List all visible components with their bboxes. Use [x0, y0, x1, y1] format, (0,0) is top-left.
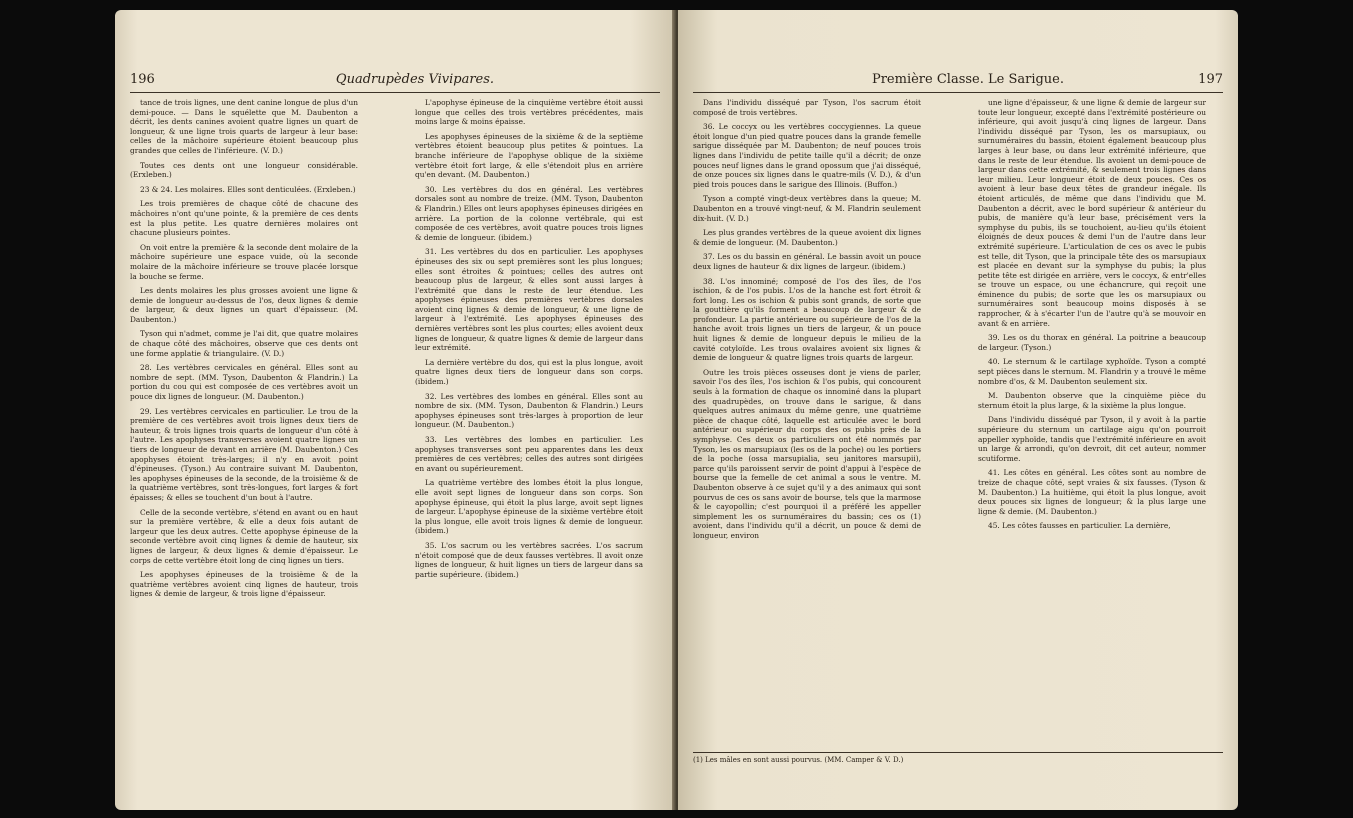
paragraph: Tyson qui n'admet, comme je l'ai dit, que quatre molaires de chaque côté des mâchoires, observe que ces dents ont une forme applatie & triangulaire. (V. D.) [130, 329, 358, 358]
paragraph: 45. Les côtes fausses en particulier. La dernière, [988, 521, 1171, 531]
right-header-rule [693, 92, 1223, 93]
paragraph: 40. Le sternum & le cartilage xyphoïde. Tyson a compté sept pièces dans le sternum. M. Flandrin y a trouvé le même nombre d'os, & M. Daubenton seulement six. [978, 357, 1206, 386]
paragraph: Celle de la seconde vertèbre, s'étend en avant ou en haut sur la première vertèbre, & elle a deux fois autant de largeur que les deux autres. Cette apophyse épineuse de la seconde vertèbre avoit cinq lignes & demie de hauteur, six lignes de largeur, & deux lignes & demie d'épaisseur. Le corps de cette vertèbre étoit long de cinq lignes un tiers. [130, 507, 358, 565]
paragraph: Tyson a compté vingt-deux vertèbres dans la queue; M. Daubenton en a trouvé vingt-neuf, & M. Flandrin seulement dix-huit. (V. D.) [693, 194, 921, 223]
paragraph: Dans l'individu disséqué par Tyson, l'os sacrum étoit composé de trois vertèbres. [693, 98, 921, 117]
paragraph: Outre les trois pièces osseuses dont je viens de parler, savoir l'os des îles, l'os ischion & l'os pubis, qui concourent seuls à la formation de chaque os innominé dans la plupart des quadrupèdes, on trouve dans le sarigue, & dans quelques autres animaux du même genre, une quatrième pièce de chaque côté, laquelle est articulée avec le bord antérieur ou supérieur du corps des os pubis près de la symphyse. Ces deux os particuliers ont été nommés par Tyson, les os marsupiaux (les os de la poche) ou les portiers de la poche (ossa marsupialia, seu janitores marsupii), parce qu'ils paroissent servir de point d'appui à l'espèce de bourse que la femelle de cet animal a sous le ventre. M. Daubenton observe à ce sujet qu'il y a des animaux qui sont pourvus de ces os sans avoir de bourse, tels que la marmose & le cayopollin; c'est pourquoi il a préféré les appeller simplement les os surnuméraires du bassin; ces os (1) avoient, dans l'individu qu'il a décrit, un pouce & demi de longueur, environ [693, 367, 921, 540]
right-running-title: Première Classe. Le Sarigue. [871, 72, 1065, 87]
paragraph: 37. Les os du bassin en général. Le bassin avoit un pouce deux lignes de hauteur & dix lignes de largeur. (ibidem.) [693, 252, 921, 271]
left-header-rule [130, 92, 660, 93]
paragraph: On voit entre la première & la seconde dent molaire de la mâchoire supérieure une espace vuide, où la seconde molaire de la mâchoire inférieure se trouve placée lorsque la bouche se ferme. [130, 242, 358, 281]
right-page [678, 10, 1238, 810]
right-column-2 [978, 98, 1206, 748]
paragraph: 38. L'os innominé; composé de l'os des îles, de l'os ischion, & de l'os pubis. L'os de la hanche est fort étroit & fort long. Les os ischion & pubis sont grands, de sorte que la gouttière qu'ils forment a beaucoup de largeur & de profondeur. La partie antérieure ou supérieure de l'os de la hanche avoit trois lignes un tiers de largeur, & un pouce huit lignes & demie de longueur depuis le milieu de la cavité cotyloïde. Les trous ovalaires avoient six lignes & demie de longueur & quatre lignes trois quarts de largeur. [693, 276, 921, 363]
left-column-2 [415, 98, 643, 748]
paragraph: Dans l'individu disséqué par Tyson, il y avoit à la partie supérieure du sternum un cartilage aigu qu'on pourroit appeller xyphoïde, tandis que l'extrémité inférieure en avoit un large & arrondi, qu'on devroit, dit cet auteur, nommer scutiforme. [978, 415, 1206, 463]
paragraph: Les plus grandes vertèbres de la queue avoient dix lignes & demie de longueur. (M. Daubenton.) [693, 228, 921, 247]
paragraph: Les apophyses épineuses de la troisième & de la quatrième vertèbres avoient cinq lignes de hauteur, trois lignes & demie de largeur, & trois ligne d'épaisseur. [130, 570, 358, 599]
paragraph: 29. Les vertèbres cervicales en particulier. Le trou de la première de ces vertèbres avoit trois lignes deux tiers de hauteur, & trois lignes trois quarts de longueur d'un côté à l'autre. Les apophyses transverses avoient quatre lignes un tiers de longueur de devant en arrière (M. Daubenton.) Ces apophyses étoient très-larges; il n'y en avoit point d'épineuses. (Tyson.) Au contraire suivant M. Daubenton, les apophyses épineuses de la seconde, de la troisième & de la quatrième vertèbres, sont très-longues, fort larges & fort épaisses; & elles se touchent d'un bout à l'autre. [130, 406, 358, 502]
paragraph: L'apophyse épineuse de la cinquième vertèbre étoit aussi longue que celles des trois vertèbres précédentes, mais moins large & moins épaisse. [415, 98, 643, 127]
paragraph: tance de trois lignes, une dent canine longue de plus d'un demi-pouce. — Dans le squélette que M. Daubenton a décrit, les dents canines avoient quatre lignes un quart de longueur, & une ligne trois quarts de largeur à leur base: celles de la mâchoire supérieure étoient beaucoup plus grandes que celles de l'inférieure. (V. D.) [130, 98, 358, 155]
paragraph: Les apophyses épineuses de la sixième & de la septième vertèbres étoient beaucoup plus petites & pointues. La branche inférieure de l'apophyse oblique de la sixième vertèbre étoit fort large, & elle s'étendoit plus en arrière qu'en devant. (M. Daubenton.) [415, 131, 643, 180]
paragraph: 35. L'os sacrum ou les vertèbres sacrées. L'os sacrum n'étoit composé que de deux fausses vertèbres. Il avoit onze lignes de longueur, & huit lignes un tiers de largeur dans sa partie supérieure. (ibidem.) [415, 540, 643, 579]
paragraph: 30. Les vertèbres du dos en général. Les vertèbres dorsales sont au nombre de treize. (MM. Tyson, Daubenton & Flandrin.) Elles ont leurs apophyses épineuses dirigées en arrière. La portion de la colonne vertébrale, qui est composée de ces vertèbres, avoit quatre pouces trois lignes & demie de longueur. (ibidem.) [415, 184, 643, 242]
paragraph: 32. Les vertèbres des lombes en général. Elles sont au nombre de six. (MM. Tyson, Daubenton & Flandrin.) Leurs apophyses épineuses sont très-larges à proportion de leur longueur. (M. Daubenton.) [415, 391, 643, 430]
right-page-number: 197 [1198, 72, 1223, 87]
paragraph: Les trois premières de chaque côté de chacune des mâchoires n'ont qu'une pointe, & la première de ces dents est la plus petite. Les quatre dernières molaires ont chacune plusieurs pointes. [130, 199, 358, 238]
paragraph: 41. Les côtes en général. Les côtes sont au nombre de treize de chaque côté, sept vraies & six fausses. (Tyson & M. Daubenton.) La huitième, qui étoit la plus longue, avoit deux pouces six lignes de longueur; & la plus large une ligne & demie. (M. Daubenton.) [978, 468, 1206, 516]
paragraph: 36. Le coccyx ou les vertèbres coccygiennes. La queue étoit longue d'un pied quatre pouces dans la grande femelle sarigue disséquée par M. Daubenton; de neuf pouces trois lignes dans l'individu de petite taille qu'il a décrit; de onze pouces neuf lignes dans le grand opossum que j'ai disséqué, de onze pouces six lignes dans le quatre-mils (V. D.), & d'un pied trois pouces dans le sarigue des Illinois. (Buffon.) [693, 122, 921, 189]
paragraph: une ligne d'épaisseur, & une ligne & demie de largeur sur toute leur longueur, excepté dans l'extrémité postérieure ou inférieure, qui avoit jusqu'à cinq lignes de largeur. Dans l'individu disséqué par Tyson, les os marsupiaux, ou surnuméraires du bassin, étoient également beaucoup plus larges à leur base, ou dans leur extrémité inférieure, que dans le reste de leur étendue. Ils avoient un demi-pouce de largeur dans cette extrémité, & seulement trois lignes dans leur milieu. Leur longueur étoit de deux pouces. Ces os avoient à leur base deux têtes de grandeur inégale. Ils étoient articulés, de même que dans l'individu que M. Daubenton a décrit, avec le bord supérieur & antérieur du pubis, de manière qu'à leur base, précisément vers la symphyse du pubis, ils se touchoient, au-lieu qu'ils étoient éloignés de deux pouces & demi l'un de l'autre dans leur extrémité supérieure. L'articulation de ces os avec le pubis est telle, dit Tyson, que la principale tête des os marsupiaux est placée en devant sur la symphyse du pubis; la plus petite tête est dirigée en arrière, vers le coccyx, & entr'elles se trouve un espace, ou une échancrure, qui reçoit une éminence du pubis; de sorte que les os marsupiaux ou surnuméraires sont beaucoup moins disposés à se rapprocher, & à s'écarter l'un de l'autre qu'à se mouvoir en avant & en arrière. [978, 98, 1206, 328]
paragraph: La dernière vertèbre du dos, qui est la plus longue, avoit quatre lignes deux tiers de longueur dans son corps. (ibidem.) [415, 357, 643, 387]
footnote-rule [693, 752, 1223, 753]
paragraph: 39. Les os du thorax en général. La poitrine a beaucoup de largeur. (Tyson.) [978, 333, 1206, 352]
left-running-title: Quadrupèdes Vivipares. [335, 72, 495, 87]
right-column-1 [693, 98, 921, 748]
paragraph: M. Daubenton observe que la cinquième pièce du sternum étoit la plus large, & la sixième la plus longue. [978, 391, 1206, 410]
left-column-1 [130, 98, 358, 748]
left-page-number: 196 [130, 72, 155, 87]
paragraph: 28. Les vertèbres cervicales en général. Elles sont au nombre de sept. (MM. Tyson, Daubenton & Flandrin.) La portion du cou qui est composée de ces vertèbres avoit un pouce dix lignes de longueur. (M. Daubenton.) [130, 363, 358, 402]
paragraph: Les dents molaires les plus grosses avoient une ligne & demie de longueur au-dessus de l'os, deux lignes & demie de largeur, & deux lignes un quart d'épaisseur. (M. Daubenton.) [130, 286, 358, 324]
paragraph: 31. Les vertèbres du dos en particulier. Les apophyses épineuses des six ou sept premières sont les plus longues; elles sont étroites & pointues; celles des autres ont beaucoup plus de largeur, & elles sont aussi larges à l'extrémité que dans le reste de leur étendue. Les apophyses épineuses des premières vertèbres dorsales avoient cinq lignes & demie de longueur, & une ligne de largeur à l'extrémité. Les apophyses épineuses des dernières vertèbres sont les plus courtes; elles avoient deux lignes de longueur, & quatre lignes & demie de largeur dans leur extrémité. [415, 247, 643, 353]
left-page [115, 10, 675, 810]
footnote: (1) Les mâles en sont aussi pourvus. (MM. Camper & V. D.) [693, 756, 904, 764]
paragraph: 33. Les vertèbres des lombes en particulier. Les apophyses transverses sont peu apparentes dans les deux premières de ces vertèbres; celles des autres sont dirigées en avant ou supérieurement. [415, 435, 643, 473]
paragraph: La quatrième vertèbre des lombes étoit la plus longue, elle avoit sept lignes de longueur dans son corps. Son apophyse épineuse, qui étoit la plus large, avoit sept lignes de largeur. L'apophyse épineuse de la sixième vertèbre étoit la plus longue, elle avoit trois lignes & demie de longueur. (ibidem.) [415, 478, 643, 536]
paragraph: 23 & 24. Les molaires. Elles sont denticulées. (Erxleben.) [140, 184, 356, 194]
paragraph: Toutes ces dents ont une longueur considérable. (Erxleben.) [130, 160, 358, 180]
